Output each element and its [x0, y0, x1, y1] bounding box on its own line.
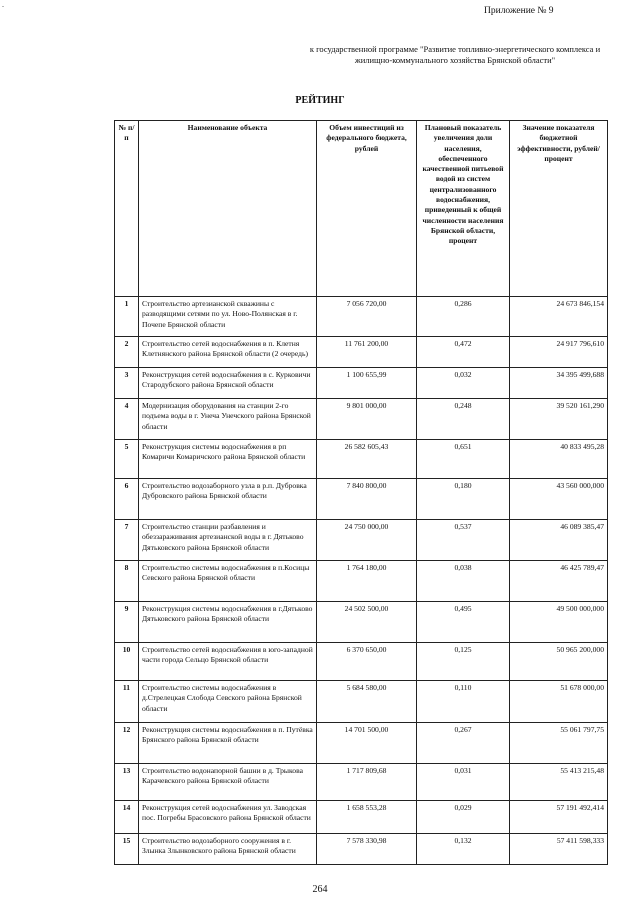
row-target-indicator: 0,267: [417, 723, 510, 764]
table-row: [115, 643, 608, 681]
row-object-name: Реконструкция сетей водоснабжения в с. Курковичи Стародубского района Брянской области: [139, 368, 317, 399]
row-target-indicator: 0,248: [417, 399, 510, 440]
row-object-name: Строительство водонапорной башни в д. Трыкова Карачевского района Брянской области: [139, 764, 317, 801]
table-row: [115, 440, 608, 479]
row-investment: 24 502 500,00: [317, 602, 417, 643]
row-number: 7: [115, 520, 139, 561]
row-efficiency: 50 965 200,000: [510, 643, 608, 681]
table-header-row: [115, 121, 608, 297]
table-row: [115, 764, 608, 801]
row-number: 10: [115, 643, 139, 681]
row-target-indicator: 0,472: [417, 337, 510, 368]
row-target-indicator: 0,651: [417, 440, 510, 479]
page-title: РЕЙТИНГ: [295, 95, 345, 106]
row-efficiency: 40 833 495,28: [510, 440, 608, 479]
table-row: [115, 801, 608, 834]
rating-table: [114, 120, 608, 865]
row-efficiency: 43 560 000,000: [510, 479, 608, 520]
col-header-target-indicator: Плановый показатель увеличения доли населения, обеспеченного качественной питьевой водой из систем централизованного водоснабжения, приведенный к общей численности населения Брянской области, процент: [417, 121, 510, 297]
table-row: [115, 520, 608, 561]
row-number: 1: [115, 297, 139, 337]
row-object-name: Строительство сетей водоснабжения в п. Клетня Клетнянского района Брянской области (2 очередь): [139, 337, 317, 368]
row-object-name: Строительство станции разбавления и обеззараживания артезианской воды в г. Дятьково Дятьковского района Брянской области: [139, 520, 317, 561]
table-row: [115, 399, 608, 440]
table-row: [115, 681, 608, 723]
row-efficiency: 24 917 796,610: [510, 337, 608, 368]
row-number: 5: [115, 440, 139, 479]
table-row: [115, 297, 608, 337]
row-investment: 24 750 000,00: [317, 520, 417, 561]
scan-mark: .: [2, 0, 4, 9]
row-investment: 7 578 330,98: [317, 834, 417, 865]
row-efficiency: 34 395 499,688: [510, 368, 608, 399]
row-investment: 14 701 500,00: [317, 723, 417, 764]
row-target-indicator: 0,031: [417, 764, 510, 801]
row-investment: 1 100 655,99: [317, 368, 417, 399]
row-number: 11: [115, 681, 139, 723]
row-target-indicator: 0,180: [417, 479, 510, 520]
row-object-name: Реконструкция системы водоснабжения в п. Путёвка Брянского района Брянской области: [139, 723, 317, 764]
col-header-object-name: Наименование объекта: [139, 121, 317, 297]
row-number: 15: [115, 834, 139, 865]
row-efficiency: 46 425 789,47: [510, 561, 608, 602]
row-number: 4: [115, 399, 139, 440]
row-target-indicator: 0,110: [417, 681, 510, 723]
row-number: 9: [115, 602, 139, 643]
table-row: [115, 337, 608, 368]
program-subtitle: к государственной программе "Развитие топливно-энергетического комплекса и жилищно-коммунального хозяйства Брянской области": [309, 44, 601, 65]
row-number: 12: [115, 723, 139, 764]
row-investment: 11 761 200,00: [317, 337, 417, 368]
col-header-number: № п/п: [115, 121, 139, 297]
appendix-label: Приложение № 9: [484, 6, 554, 16]
row-efficiency: 51 678 000,00: [510, 681, 608, 723]
row-investment: 6 370 650,00: [317, 643, 417, 681]
row-number: 2: [115, 337, 139, 368]
row-target-indicator: 0,537: [417, 520, 510, 561]
row-number: 13: [115, 764, 139, 801]
row-object-name: Строительство водозаборного узла в р.п. Дубровка Дубровского района Брянской области: [139, 479, 317, 520]
row-object-name: Реконструкция системы водоснабжения в г.Дятьково Дятьковского района Брянской области: [139, 602, 317, 643]
row-object-name: Строительство системы водоснабжения в д.Стрелецкая Слобода Севского района Брянской области: [139, 681, 317, 723]
row-investment: 5 684 580,00: [317, 681, 417, 723]
row-target-indicator: 0,125: [417, 643, 510, 681]
row-efficiency: 24 673 846,154: [510, 297, 608, 337]
row-efficiency: 57 411 598,333: [510, 834, 608, 865]
row-efficiency: 46 089 385,47: [510, 520, 608, 561]
row-number: 14: [115, 801, 139, 834]
table-row: [115, 561, 608, 602]
row-efficiency: 55 413 215,48: [510, 764, 608, 801]
page-number: 264: [312, 884, 328, 895]
row-efficiency: 57 191 492,414: [510, 801, 608, 834]
row-number: 6: [115, 479, 139, 520]
row-efficiency: 49 500 000,000: [510, 602, 608, 643]
row-target-indicator: 0,495: [417, 602, 510, 643]
col-header-investment: Объем инвестиций из федерального бюджета, рублей: [317, 121, 417, 297]
row-object-name: Реконструкция сетей водоснабжения ул. Заводская пос. Погребы Брасовского района Брянской области: [139, 801, 317, 834]
row-investment: 1 658 553,28: [317, 801, 417, 834]
row-investment: 7 056 720,00: [317, 297, 417, 337]
row-investment: 9 801 000,00: [317, 399, 417, 440]
table-row: [115, 602, 608, 643]
row-object-name: Строительство водозаборного сооружения в г. Злынка Злынковского района Брянской области: [139, 834, 317, 865]
row-object-name: Модернизация оборудования на станции 2-го подъема воды в г. Унеча Унечского района Брянской области: [139, 399, 317, 440]
row-investment: 26 582 605,43: [317, 440, 417, 479]
row-investment: 1 764 180,00: [317, 561, 417, 602]
table-row: [115, 368, 608, 399]
row-object-name: Реконструкция системы водоснабжения в рп Комаричи Комаричского района Брянской области: [139, 440, 317, 479]
row-investment: 7 840 800,00: [317, 479, 417, 520]
row-number: 3: [115, 368, 139, 399]
row-target-indicator: 0,286: [417, 297, 510, 337]
table-row: [115, 723, 608, 764]
row-efficiency: 55 061 797,75: [510, 723, 608, 764]
row-target-indicator: 0,029: [417, 801, 510, 834]
table-row: [115, 834, 608, 865]
row-object-name: Строительство артезианской скважины с разводящими сетями по ул. Ново-Полянская в г. Почепе Брянской области: [139, 297, 317, 337]
row-object-name: Строительство системы водоснабжения в п.Косицы Севского района Брянской области: [139, 561, 317, 602]
col-header-efficiency: Значение показателя бюджетной эффективности, рублей/процент: [510, 121, 608, 297]
row-target-indicator: 0,038: [417, 561, 510, 602]
table-row: [115, 479, 608, 520]
row-target-indicator: 0,132: [417, 834, 510, 865]
row-object-name: Строительство сетей водоснабжения в юго-западной части города Сельцо Брянской области: [139, 643, 317, 681]
row-target-indicator: 0,032: [417, 368, 510, 399]
row-number: 8: [115, 561, 139, 602]
row-investment: 1 717 809,68: [317, 764, 417, 801]
row-efficiency: 39 520 161,290: [510, 399, 608, 440]
